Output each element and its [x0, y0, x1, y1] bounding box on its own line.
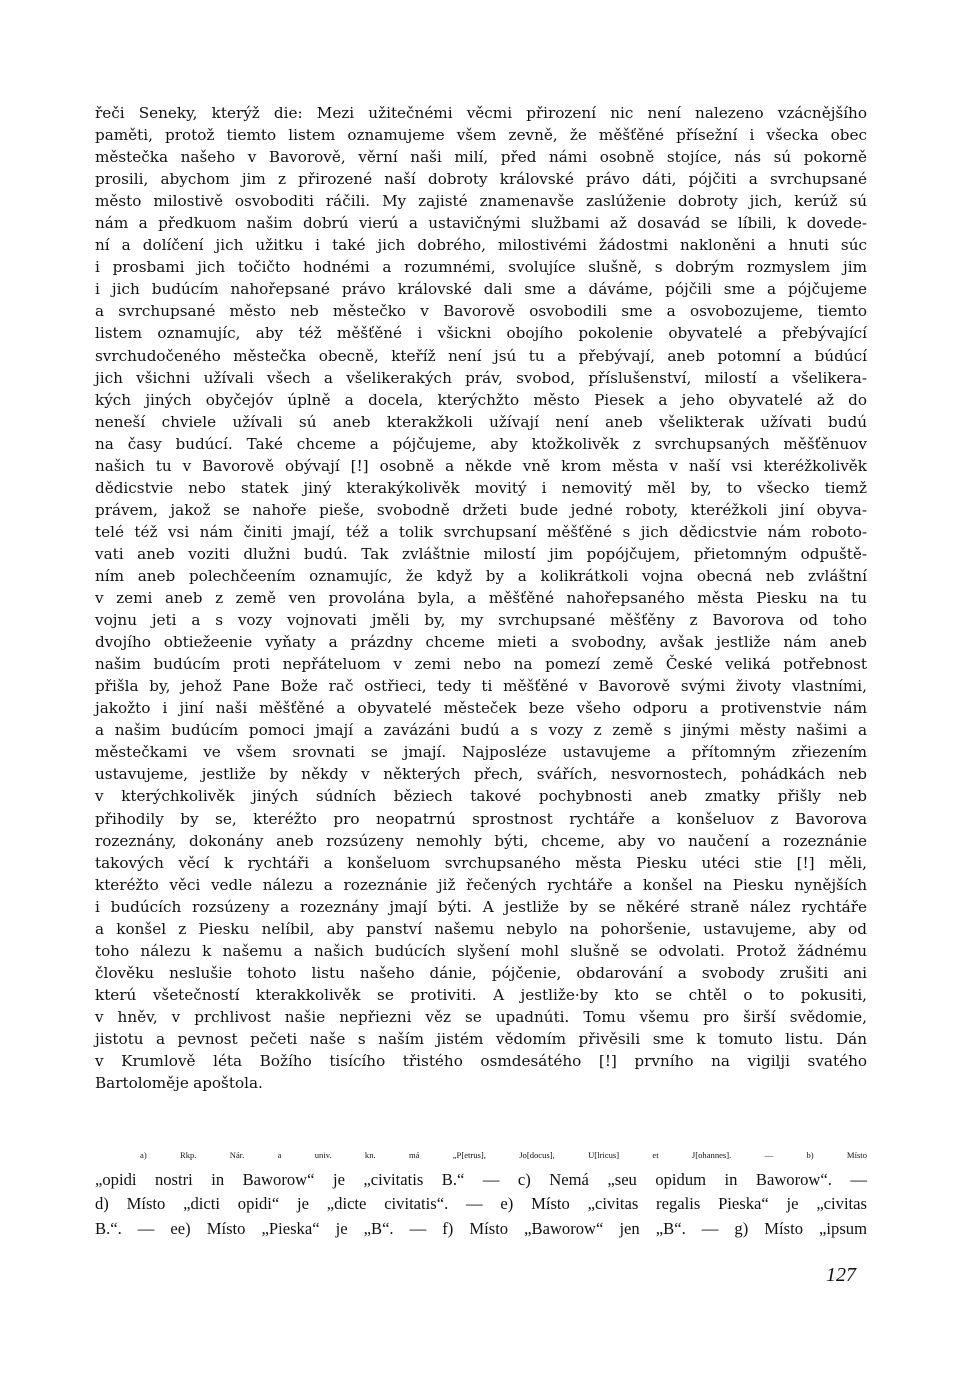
text-line: v Krumlově léta Božího tisícího třistého osmdesátého [!] prvního na vigilji svatého	[95, 1052, 867, 1071]
text-line: neneší chviele užívali sú aneb kterakžkoli užívají není aneb všelikterak užívati budú	[95, 412, 867, 431]
text-line: dvojího obtiežeenie vyňaty a prázdny chceme mieti a svobodny, avšak jestliže nám aneb	[95, 633, 867, 652]
text-line: takových věcí k rychtáři a konšeluom svrchupsaného města Piesku utéci stie [!] měli,	[95, 853, 867, 872]
text-line: a konšel z Piesku nelíbil, aby panství našemu nebylo na pohoršenie, ustavujeme, aby od	[95, 919, 867, 938]
text-line: v hněv, v prchlivost našie nepřiezni věz se upadnúti. Tomu všemu pro širší svědomie,	[95, 1007, 867, 1026]
text-line: našim budúcím proti nepřáteluom v zemi nebo na pomezí země České veliká potřebnost	[95, 655, 867, 674]
footnotes	[95, 1143, 867, 1241]
text-line: právem, jakož se nahoře pieše, svobodně držeti bude jedné roboty, kteréžkoli jiní obyva-	[95, 500, 867, 519]
footnote-line: „opidi nostri in Baworow“ je „civitatis B.“ — c) Nemá „seu opidum in Baworow“. —	[95, 1169, 867, 1189]
text-line: městečkami ve všem srovnati se jmají. Najposléze ustavujeme a přítomným zřiezením	[95, 743, 867, 762]
body-text	[95, 102, 867, 1094]
text-line: nám a předkuom našim dobrú vierú a ustavičnými službami až dosavád se líbili, k dovede-	[95, 214, 867, 233]
text-line: v kterýchkolivěk jiných súdních běziech takové pochybnosti aneb zmatky přišly neb	[95, 787, 867, 806]
footnote-line: a) Rkp. Nár. a univ. kn. má „P[etrus], Jo[docus], U[lricus] et J[ohannes]. — b) Místo	[140, 1150, 867, 1160]
text-line: prosili, abychom jim z přirozené naší dobroty královské právo dáti, pójčiti a svrchupsané	[95, 170, 867, 189]
text-line: našich tu v Bavorově obývají [!] osobně a někde vně krom města v naší vsi kteréžkolivěk	[95, 456, 867, 475]
text-line: přihodily by se, kteréžto pro neopatrnú sprostnost rychtáře a konšeluov z Bavorova	[95, 809, 867, 828]
text-line: i jich budúcím nahořepsané právo královské dali sme a dáváme, pójčili sme a pójčujeme	[95, 280, 867, 299]
text-line: kterú všetečností kterakkolivěk se protiviti. A jestliže·by kto se chtěl o to pokusiti,	[95, 985, 867, 1004]
text-line: vojnu jeti a s vozy vojnovati jměli by, my svrchupsané měšťěny z Bavorova od toho	[95, 611, 867, 630]
text-line: kých jiných obyčejóv úplně a docela, kterýchžto město Piesek a jeho obyvatelé až do	[95, 390, 867, 409]
text-line: i prosbami jich točičto hodnémi a rozumnémi, svolujíce slušně, s dobrým rozmyslem jim	[95, 258, 867, 277]
text-line: na časy budúcí. Také chceme a pójčujeme, aby ktožkolivěk z svrchupsaných měšťěnuov	[95, 434, 867, 453]
footnote-line: d) Místo „dicti opidi“ je „dicte civitatis“. — e) Místo „civitas regalis Pieska“ je „civitas	[95, 1194, 867, 1213]
text-line: člověku neslušie tohoto listu našeho dánie, pójčenie, obdarování a svobody zrušiti ani	[95, 963, 867, 982]
text-line: toho nálezu k našemu a našich budúcích slyšení mohl slušně se odvolati. Protož žádnému	[95, 941, 867, 960]
text-line: řeči Seneky, kterýž die: Mezi užitečnémi věcmi přirození nic není nalezeno vzácnějšího	[95, 104, 867, 122]
text-line: Bartoloměje apoštola.	[95, 1074, 263, 1093]
text-line: městečka našeho v Bavorově, věrní naši milí, před námi osobně stojíce, nás sú pokorně	[95, 148, 867, 167]
text-line: přišla by, jehož Pane Bože rač ostřieci, tedy ti měšťěné v Bavorově svými životy vlastními,	[95, 677, 867, 696]
text-line: ním aneb polechčeením oznamujíc, že když by a kolikrátkoli vojna obecná neb zvláštní	[95, 566, 867, 585]
text-line: v zemi aneb z země ven provolána byla, a měšťěné nahořepsaného města Piesku na tu	[95, 589, 867, 608]
text-line: svrchudočeného městečka obecně, kteříž není jsú tu a přebývají, aneb potomní a búdúcí	[95, 346, 867, 365]
text-line: listem oznamujíc, aby též měšťěné i všickni obojího pokolenie obyvatelé a přebývající	[95, 324, 867, 343]
page-number: 127	[826, 1264, 856, 1286]
text-line: jich všichni užívali všech a všelikerakých práv, svobod, příslušenství, milostí a všelikera-	[95, 368, 867, 387]
text-line: jistotu a pevnost pečeti naše s naším jistém vědomím přivěsili sme k tomuto listu. Dán	[95, 1029, 867, 1048]
text-line: a svrchupsané město neb městečko v Bavorově osvobodili sme a osvobozujeme, tiemto	[95, 302, 867, 321]
text-line: rozeznány, dokonány aneb rozsúzeny nemohly býti, chceme, aby vo naučení a rozeznánie	[95, 831, 867, 850]
text-line: paměti, protož tiemto listem oznamujeme všem zevně, že měšťěné přísežní i všecka obec	[95, 126, 867, 145]
text-line: dědicstvie nebo statek jiný kterakýkolivěk movitý i nemovitý měl by, to všecko tiemž	[95, 478, 867, 497]
text-line: kteréžto věci vedle nálezu a rozeznánie již řečených rychtáře a konšel na Piesku nynějších	[95, 875, 867, 894]
text-line: i budúcích rozsúzeny a rozeznány jmají býti. A jestliže by se někéré straně nález rychtáře	[95, 897, 867, 916]
text-line: a našim budúcím pomoci jmají a zavázáni budú a s vozy z země s jinými městy našimi a	[95, 721, 867, 740]
text-line: ustavujeme, jestliže by někdy v některých přech, svářích, nesvornostech, pohádkách neb	[95, 765, 867, 784]
footnote-line: B.“. — ee) Místo „Pieska“ je „B“. — f) Místo „Baworow“ jen „B“. — g) Místo „ipsum	[95, 1218, 867, 1238]
text-line: vati aneb voziti dlužni budú. Tak zvláštnie milostí jim popójčujem, přietomným odpuště-	[95, 544, 867, 563]
text-line: město milostivě osvoboditi ráčili. My zajisté znamenavše zaslúženie dobroty jich, kerúž sú	[95, 192, 867, 211]
text-line: telé též vsi nám činiti jmají, též a tolik svrchupsaní měšťěné s jich dědicstvie nám roboto-	[95, 522, 867, 541]
text-line: jakožto i jiní naši měšťěné a obyvatelé městeček beze všeho odporu a protivenstvie nám	[95, 699, 867, 718]
text-line: ní a dolíčení jich užitku i také jich dobrého, milostivémi žádostmi nakloněni a hnuti súc	[95, 236, 867, 255]
